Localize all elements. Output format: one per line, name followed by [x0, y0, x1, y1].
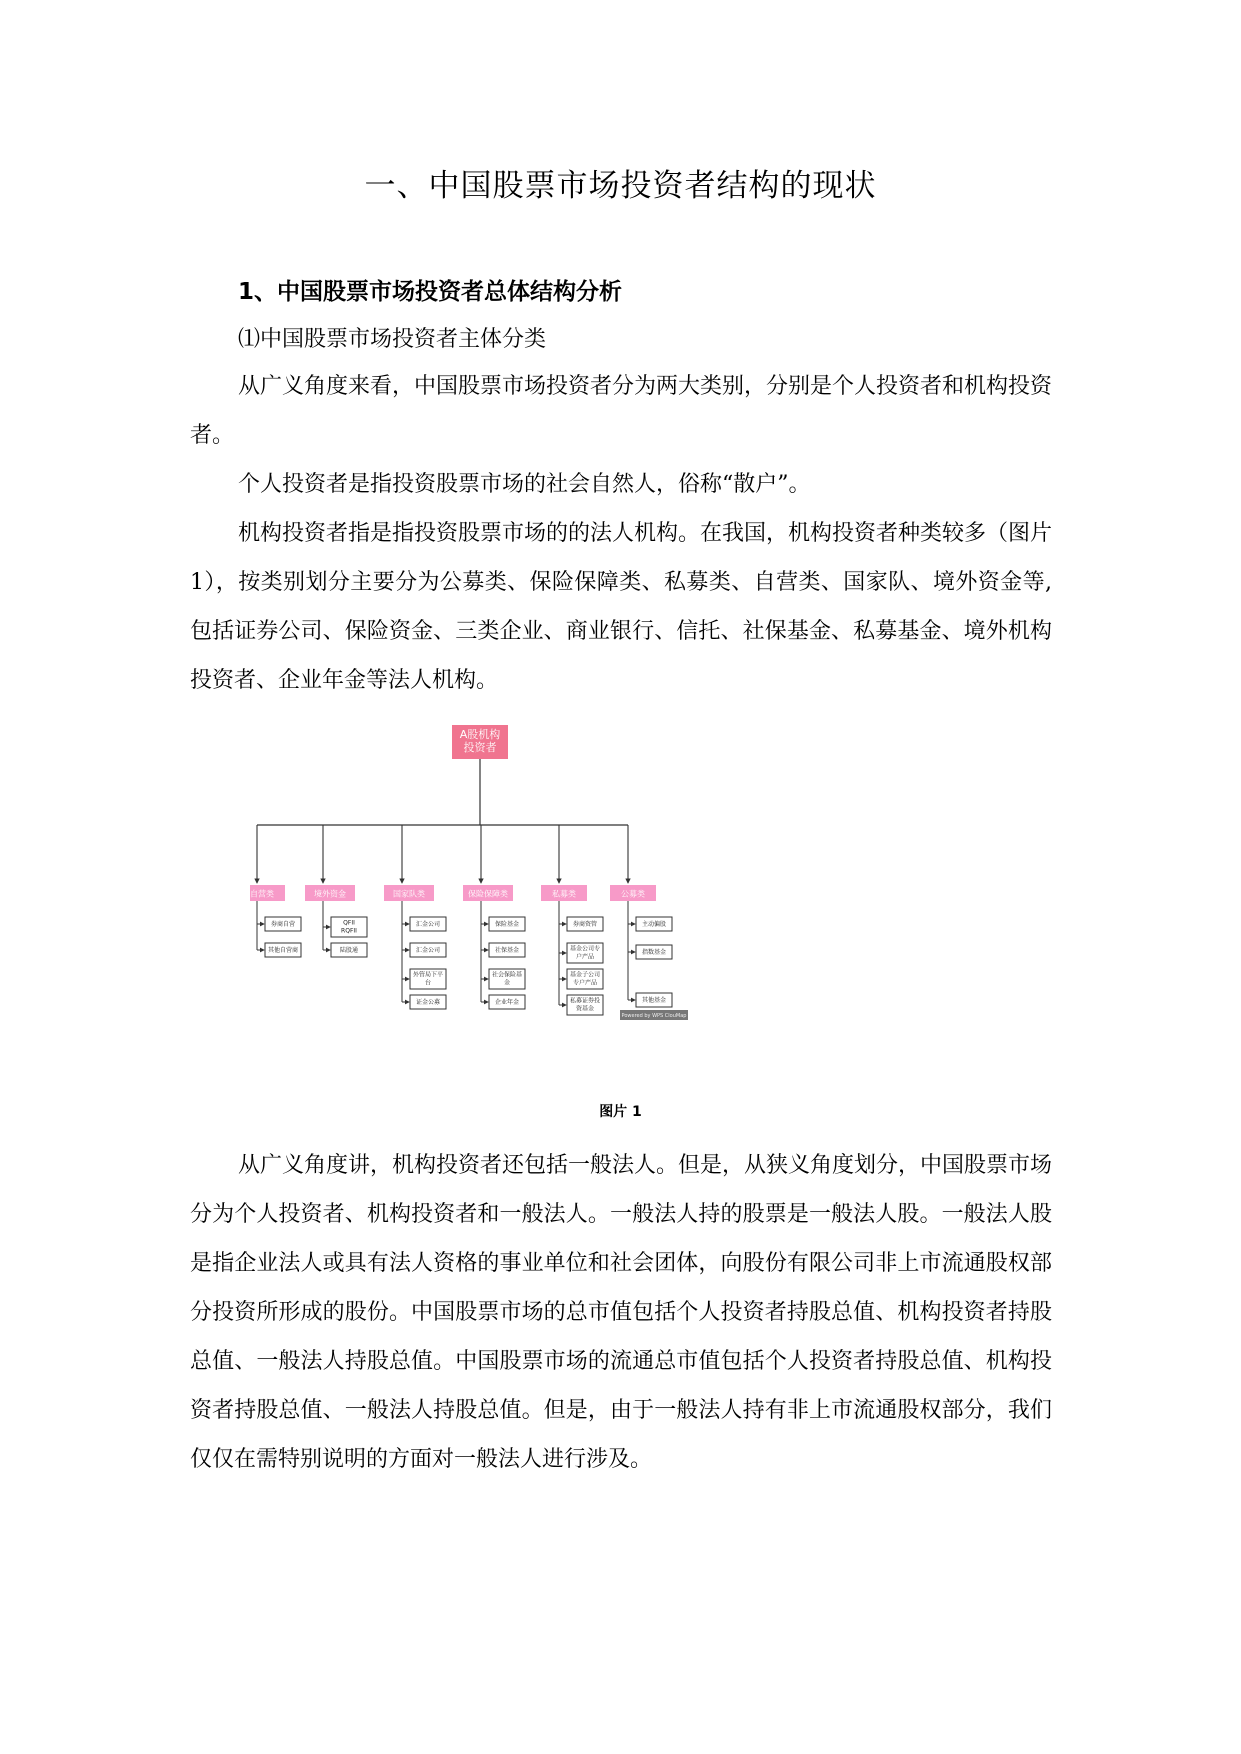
- child-label: 陆股通: [339, 947, 359, 954]
- child-label: 金: [503, 979, 511, 987]
- page-title: 一、中国股票市场投资者结构的现状: [364, 168, 877, 204]
- section-heading: 1、中国股票市场投资者总体结构分析: [238, 279, 623, 305]
- category-label: 国家队类: [393, 889, 425, 899]
- category-label: 境外资金: [314, 889, 346, 899]
- child-label: 社保基金: [494, 947, 520, 954]
- root-node-label: 投资者: [463, 741, 497, 754]
- paragraph-3: 机构投资者指是指投资股票市场的的法人机构。在我国，机构投资者种类较多（图片 1），按类别划分主要分为公募类、保险保障类、私募类、自营类、国家队、境外资金等,包括证券公司、保险资金、三类企业、商业银行、信托、社保基金、私募基金、境外机构投资者、企业年金等法人机构。: [190, 521, 1053, 693]
- child-label: 证金公募: [415, 999, 441, 1006]
- child-label: 专户产品: [572, 979, 598, 987]
- category-label: 自营类: [250, 889, 274, 899]
- root-node-label: A股机构: [459, 728, 501, 741]
- investor-structure-diagram: [250, 725, 770, 1055]
- child-label: 保险基金: [494, 921, 520, 928]
- child-label: 基金公司专: [569, 945, 601, 953]
- figure-caption: 图片 1: [599, 1104, 642, 1120]
- child-label: 企业年金: [494, 999, 520, 1006]
- child-label: 外管局下平: [412, 971, 444, 979]
- child-label: 资基金: [575, 1005, 595, 1013]
- child-label: 户产品: [575, 953, 595, 961]
- child-label: 券商自营: [270, 921, 296, 928]
- watermark-text: Powered by WPS ClouMap: [621, 1013, 687, 1019]
- child-label: 券商资管: [572, 921, 598, 928]
- child-label: 社会保险基: [491, 971, 523, 979]
- paragraph-2: 个人投资者是指投资股票市场的社会自然人，俗称“散户”。: [238, 472, 811, 497]
- category-label: 公募类: [621, 889, 645, 899]
- paragraph-4: 从广义角度讲，机构投资者还包括一般法人。但是，从狭义角度划分，中国股票市场分为个人投资者、机构投资者和一般法人。一般法人持的股票是一般法人股。一般法人股是指企业法人或具有法人资格的事业单位和社会团体，向股份有限公司非上市流通股权部分投资所形成的股份。中国股票市场的总市值包括个人投资者持股总值、机构投资者持股总值、一般法人持股总值。中国股票市场的流通总市值包括个人投资者持股总值、机构投资者持股总值、一般法人持股总值。但是，由于一般法人持有非上市流通股权部分，我们仅仅在需特别说明的方面对一般法人进行涉及。: [190, 1153, 1053, 1472]
- child-label: 其他自营商: [267, 947, 299, 954]
- child-label: 汇金公司: [415, 921, 441, 928]
- subheading: ⑴中国股票市场投资者主体分类: [238, 327, 547, 352]
- child-label: 汇金公司: [415, 947, 441, 954]
- child-label: QFII: [343, 919, 355, 927]
- child-label: RQFII: [341, 927, 357, 935]
- child-label: 其他基金: [641, 997, 667, 1004]
- child-label: 私募证券投: [569, 997, 601, 1005]
- child-label: 基金子公司: [569, 971, 601, 979]
- paragraph-1: 从广义角度来看，中国股票市场投资者分为两大类别，分别是个人投资者和机构投资者。: [190, 374, 1053, 448]
- category-label: 私募类: [552, 889, 576, 899]
- child-label: 指数基金: [641, 949, 667, 956]
- child-label: 主动偏股: [641, 921, 667, 928]
- child-label: 台: [424, 979, 432, 987]
- category-label: 保险保障类: [468, 889, 508, 899]
